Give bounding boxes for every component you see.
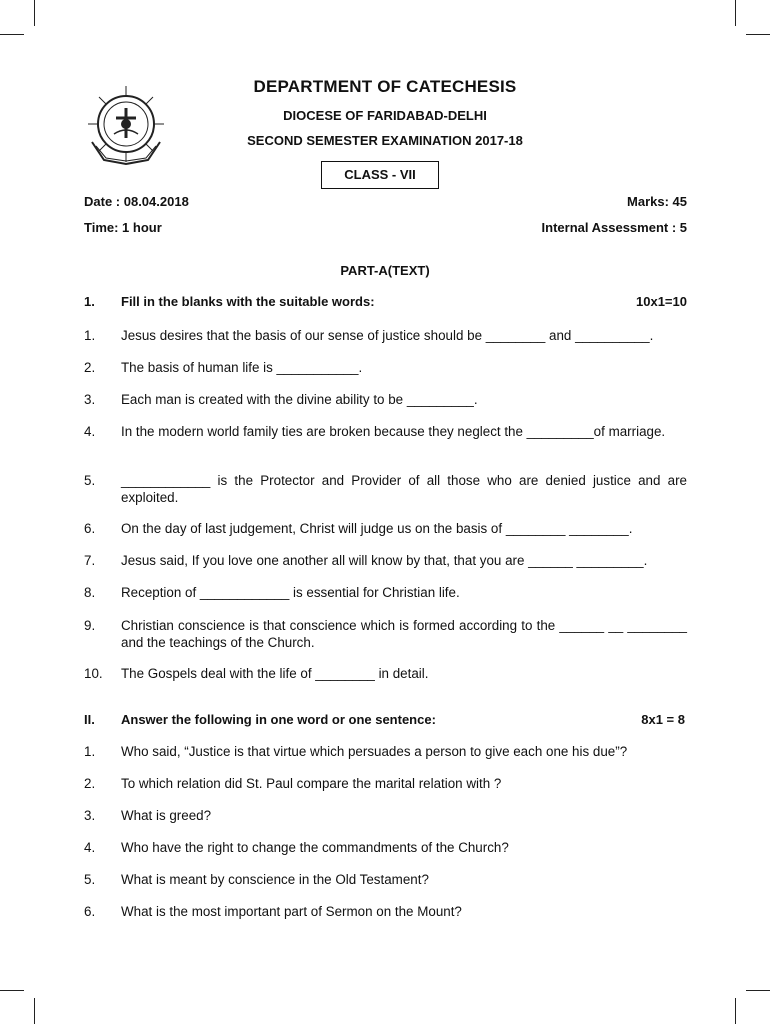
internal-assessment: Internal Assessment : 5 (541, 220, 687, 235)
exam-time: Time: 1 hour (84, 220, 162, 235)
crop-mark (735, 998, 736, 1024)
question-number: 7. (84, 553, 96, 568)
question-text: Jesus said, If you love one another all will know by that, that you are ______ _________. (121, 553, 648, 568)
section-marks: 8x1 = 8 (641, 712, 685, 727)
question-number: 1. (84, 744, 96, 759)
class-box: CLASS - VII (321, 161, 439, 189)
crop-mark (0, 34, 24, 35)
question-number: 4. (84, 424, 96, 439)
question-number: 6. (84, 904, 96, 919)
question-number: 3. (84, 808, 96, 823)
diocese-name: DIOCESE OF FARIDABAD-DELHI (283, 108, 487, 123)
question-text: On the day of last judgement, Christ will judge us on the basis of ________ ________. (121, 521, 633, 536)
part-heading: PART-A(TEXT) (340, 263, 430, 278)
question-text: ____________ is the Protector and Provider of all those who are denied justice and are exploited. (121, 473, 687, 505)
section-marks: 10x1=10 (636, 294, 687, 309)
total-marks: Marks: 45 (627, 194, 687, 209)
crop-mark (746, 990, 770, 991)
question-text: What is the most important part of Sermon on the Mount? (121, 904, 462, 919)
department-title: DEPARTMENT OF CATECHESIS (253, 77, 517, 96)
question-text: Who said, “Justice is that virtue which persuades a person to give each one his due”? (121, 744, 628, 759)
question-text: Reception of ____________ is essential for Christian life. (121, 585, 460, 600)
question-number: 3. (84, 392, 96, 407)
question-text: What is meant by conscience in the Old Testament? (121, 872, 429, 887)
exam-title: SECOND SEMESTER EXAMINATION 2017-18 (247, 133, 523, 148)
question-text: Each man is created with the divine ability to be _________. (121, 392, 478, 407)
exam-date: Date : 08.04.2018 (84, 194, 189, 209)
question-number: 2. (84, 360, 96, 375)
question-text: Christian conscience is that conscience which is formed according to the ______ __ ________ and the teachings of the Church. (121, 618, 687, 650)
question-number: 2. (84, 776, 96, 791)
question-text: To which relation did St. Paul compare the marital relation with ? (121, 776, 502, 791)
section-instruction: Answer the following in one word or one sentence: (121, 712, 436, 727)
question-number: 10. (84, 666, 103, 681)
crop-mark (735, 0, 736, 26)
crop-mark (34, 998, 35, 1024)
crop-mark (34, 0, 35, 26)
question-text: What is greed? (121, 808, 212, 823)
question-number: 5. (84, 473, 96, 488)
crop-mark (746, 34, 770, 35)
question-number: 5. (84, 872, 96, 887)
question-number: 4. (84, 840, 96, 855)
crop-mark (0, 990, 24, 991)
question-text: In the modern world family ties are broken because they neglect the _________of marriage. (121, 424, 666, 439)
question-text: Who have the right to change the commandments of the Church? (121, 840, 509, 855)
question-text: Jesus desires that the basis of our sense of justice should be ________ and __________. (121, 328, 654, 343)
question-text: The basis of human life is ___________. (121, 360, 363, 375)
section-number: 1. (84, 294, 95, 309)
question-number: 8. (84, 585, 96, 600)
section-number: II. (84, 712, 95, 727)
question-number: 6. (84, 521, 96, 536)
question-number: 9. (84, 618, 96, 633)
question-number: 1. (84, 328, 96, 343)
question-text: The Gospels deal with the life of ________ in detail. (121, 666, 429, 681)
section-instruction: Fill in the blanks with the suitable words: (121, 294, 375, 309)
